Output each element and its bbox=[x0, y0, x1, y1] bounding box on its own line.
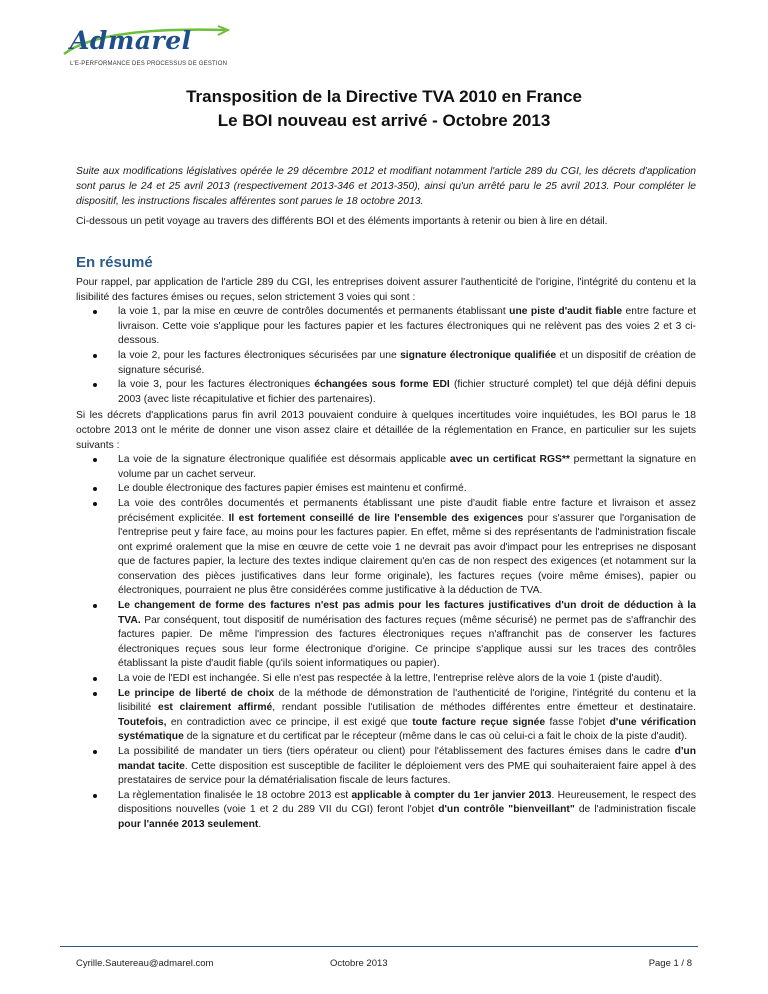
footer-divider bbox=[60, 946, 698, 947]
intro-voyage: Ci-dessous un petit voyage au travers des différents BOI et des éléments importants à retenir ou bien à lire en détail. bbox=[76, 216, 608, 227]
list-item: La voie des contrôles documentés et permanents établissant une piste d'audit fiable entre facture et livraison et assez précisément explicitée. Il est fortement conseillé de lire l'ensemble des exigences pour s'assurer que l'organisation de l'entreprise peut y faire face, au moins pour les factures papier. En effet, même si des représentants de l'administration fiscale ont exprimé oralement que la mise en œuvre de cette voie 1 ne devrait pas avoir d'impact pour les entreprises ne disposant que de factures papier, la lecture des textes indique clairement qu'en cas de non respect des exigences (et notamment sur la conservation des pièces justificatives dans leur forme originale), les factures reçues (voire même émises), papier ou électroniques, pourraient ne plus être considérées comme justificative à la déduction de TVA. bbox=[118, 497, 696, 599]
section-content bbox=[76, 276, 696, 835]
logo-tagline: L'E-PERFORMANCE DES PROCESSUS DE GESTION bbox=[70, 61, 228, 67]
paragraph-rappel: Pour rappel, par application de l'article 289 du CGI, les entreprises doivent assurer l'authenticité de l'origine, l'intégrité du contenu et la lisibilité des factures émises ou reçues, selon strictement 3 voies qui sont : bbox=[76, 277, 696, 303]
bullet-icon bbox=[93, 310, 97, 314]
bullet-icon bbox=[93, 604, 97, 608]
document-title bbox=[0, 85, 768, 133]
list-item: La règlementation finalisée le 18 octobre 2013 est applicable à compter du 1er janvier 2013. Heureusement, le respect des dispositions nouvelles (voie 1 et 2 du 289 VII du CGI) feront l'objet d'un contrôle "bienveillant" de l'administration fiscale pour l'année 2013 seulement. bbox=[118, 789, 696, 833]
bullet-icon bbox=[93, 487, 97, 491]
list-item: Le principe de liberté de choix de la méthode de démonstration de l'authenticité de l'origine, l'intégrité du contenu et la lisibilité est clairement affirmé, rendant possible l'utilisation de méthodes différentes entre émetteur et destinataire. Toutefois, en contradiction avec ce principe, il est exigé que toute facture reçue signée fasse l'objet d'une vérification systématique de la signature et du certificat par le récepteur (même dans le cas où celui-ci a fait le choix de la piste d'audit). bbox=[118, 687, 696, 745]
list-item: Le double électronique des factures papier émises est maintenu et confirmé. bbox=[118, 482, 696, 497]
list-item: Le changement de forme des factures n'est pas admis pour les factures justificatives d'un droit de déduction à la TVA. Par conséquent, tout dispositif de numérisation des factures reçues (même sécurisé) ne permet pas de s'affranchir des factures papier. De même l'impression des factures électroniques reçues n'affranchit pas de conserver les factures électroniques reçues sous leur forme électronique d'origine. Ce principe s'applique aussi sur les traces des contrôles établissant la piste d'audit fiable (qu'ils soient informatiques ou papier). bbox=[118, 599, 696, 672]
list-item: la voie 3, pour les factures électroniques échangées sous forme EDI (fichier structuré complet) tel que déjà défini depuis 2003 (avec liste récapitulative et fichier des partenaires). bbox=[118, 378, 696, 407]
bullet-icon bbox=[93, 458, 97, 462]
list-item: La voie de l'EDI est inchangée. Si elle n'est pas respectée à la lettre, l'entreprise relève alors de la voie 1 (piste d'audit). bbox=[118, 672, 696, 687]
bullet-icon bbox=[93, 750, 97, 754]
admarel-logo bbox=[60, 24, 228, 72]
bullet-icon bbox=[93, 692, 97, 696]
bullet-icon bbox=[93, 677, 97, 681]
points-list bbox=[76, 453, 696, 832]
logo-name: Admarel bbox=[70, 26, 192, 55]
paragraph-decrets: Si les décrets d'applications parus fin avril 2013 pouvaient conduire à quelques incertitudes voire inquiétudes, les BOI parus le 18 octobre 2013 ont le mérite de donner une vison assez claire et détaillée de la réglementation en France, en particulier sur les sujets suivants : bbox=[76, 410, 696, 451]
voies-list bbox=[76, 305, 696, 407]
list-item: La possibilité de mandater un tiers (tiers opérateur ou client) pour l'établissement des factures émises dans le cadre d'un mandat tacite. Cette disposition est susceptible de faciliter le déploiement vers des PME qui souhaiteraient faire appel à des prestataires de service pour la dématérialisation fiscale de leurs factures. bbox=[118, 745, 696, 789]
footer-date: Octobre 2013 bbox=[330, 958, 388, 969]
bullet-icon bbox=[93, 502, 97, 506]
bullet-icon bbox=[93, 794, 97, 798]
bullet-icon bbox=[93, 383, 97, 387]
list-item: La voie de la signature électronique qualifiée est désormais applicable avec un certificat RGS** permettant la signature en volume par un cachet serveur. bbox=[118, 453, 696, 482]
title-line-2: Le BOI nouveau est arrivé - Octobre 2013 bbox=[217, 111, 551, 130]
list-item: la voie 2, pour les factures électroniques sécurisées par une signature électronique qualifiée et un dispositif de création de signature sécurisé. bbox=[118, 349, 696, 378]
list-item: la voie 1, par la mise en œuvre de contrôles documentés et permanents établissant une piste d'audit fiable entre facture et livraison. Cette voie s'applique pour les factures papier et les factures électroniques qui ne relèvent pas des voies 2 et 3 ci-dessous. bbox=[118, 305, 696, 349]
footer-email[interactable]: Cyrille.Sautereau@admarel.com bbox=[76, 958, 214, 969]
intro-paragraph: Suite aux modifications législatives opérée le 29 décembre 2012 et modifiant notamment l'article 289 du CGI, les décrets d'application sont parus le 24 et 25 avril 2013 (respectivement 2013-346 et 2013-350), ainsi qu'un arrêté paru le 25 avril 2013. Pour compléter le dispositif, les instructions fiscales afférentes sont parues le 18 octobre 2013. bbox=[76, 166, 696, 207]
title-line-1: Transposition de la Directive TVA 2010 en France bbox=[186, 87, 582, 106]
footer-page-number: Page 1 / 8 bbox=[648, 958, 692, 969]
bullet-icon bbox=[93, 354, 97, 358]
section-heading: En résumé bbox=[76, 254, 153, 271]
